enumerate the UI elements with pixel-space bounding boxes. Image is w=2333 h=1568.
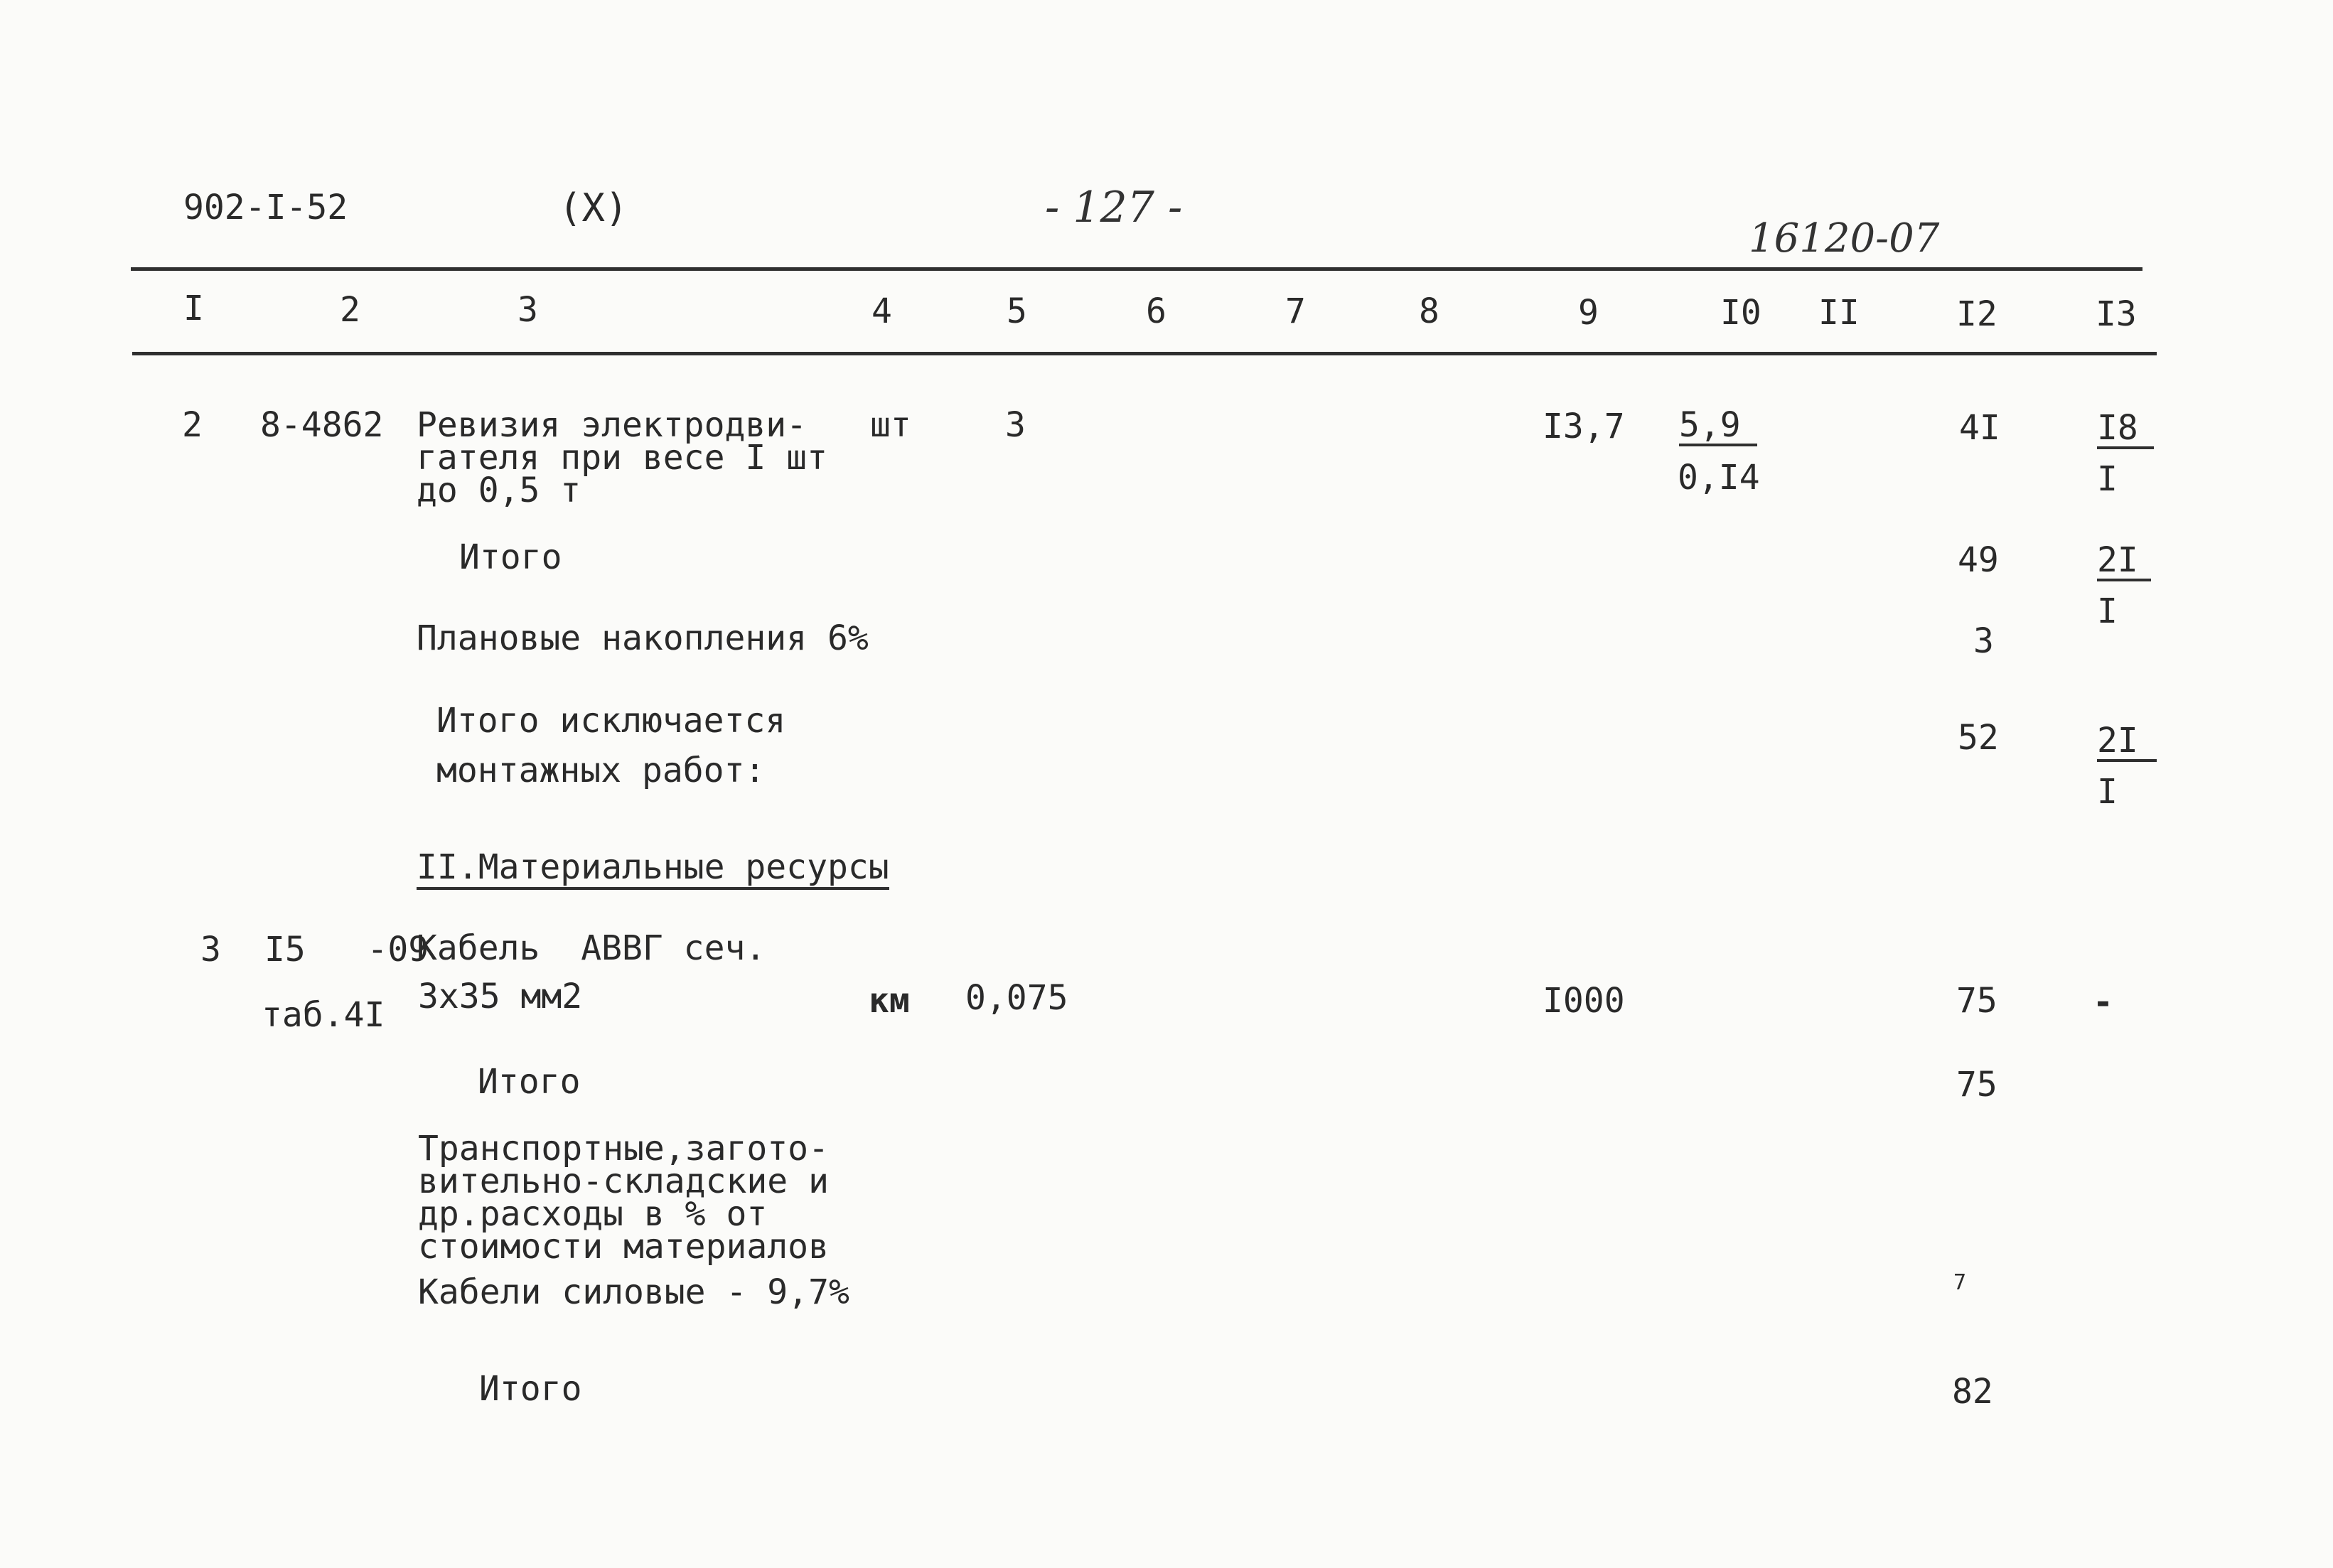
transport-label-line-4: стоимости материалов [418,1227,829,1267]
description-line-3: до 0,5 т [417,471,581,510]
volume-number: (X) [559,186,628,230]
unit-cost: I000 [1543,981,1625,1021]
excluded-total-label-line-1: Итого исключается [436,701,786,741]
transport-label-line-1: Транспортные,загото- [418,1129,829,1169]
planned-savings-label: Плановые накопления 6% [417,618,869,658]
column-header-5: 5 [1007,291,1027,331]
wage-total-denominator: I [2097,459,2118,499]
column-header-13: I3 [2096,294,2137,334]
quantity: 0,075 [965,978,1068,1018]
description-line-2: 3x35 мм2 [418,977,583,1016]
total-cost: 4I [1959,408,2000,448]
column-header-12: I2 [1956,294,1997,334]
document-code: 902-I-52 [183,188,348,227]
column-header-3: 3 [517,290,538,330]
column-header-8: 8 [1419,291,1439,331]
price-code-line-2: таб.4I [262,995,385,1035]
unit-cost: I3,7 [1543,407,1625,446]
power-cables-label: Кабели силовые - 9,7% [418,1272,849,1312]
section-heading-materials: II.Материальные ресурсы [417,850,889,890]
price-code: 8-4862 [260,405,384,445]
subtotal-wage-denominator: I [2097,591,2118,631]
materials-subtotal-label: Итого [478,1062,581,1102]
page-number: - 127 - [1045,183,1183,232]
table-top-rule [131,267,2142,271]
total-cost: 75 [1956,981,1997,1021]
power-cables-value: 7 [1953,1270,1967,1295]
excluded-wage-denominator: I [2097,772,2118,812]
column-header-4: 4 [871,291,892,331]
final-total-value: 82 [1952,1372,1993,1412]
column-header-1: I [183,289,204,328]
description-line-2: гателя при весе I шт [417,438,827,478]
wage-total-numerator: I8 [2097,411,2154,449]
row-number: 3 [200,930,221,970]
price-code-line-1: I5 -09 [264,930,429,970]
column-header-2: 2 [340,290,360,330]
wage-numerator: 5,9 [1679,408,1757,446]
subtotal-wage-numerator: 2I [2097,543,2151,581]
unit: км [869,981,910,1021]
excluded-total-label-line-2: монтажных работ: [436,751,766,790]
column-header-10: I0 [1720,293,1761,333]
wage-total: - [2093,982,2113,1022]
subtotal-label: Итого [459,537,562,577]
table-header-rule [132,352,2157,355]
transport-label-line-2: вительно-складские и [418,1161,829,1201]
column-header-7: 7 [1285,291,1306,331]
quantity: 3 [1005,405,1026,445]
wage-denominator: 0,I4 [1678,458,1760,498]
final-total-label: Итого [479,1369,582,1409]
unit: шт [870,405,911,445]
row-number: 2 [182,405,203,445]
column-header-9: 9 [1578,293,1599,333]
planned-savings-value: 3 [1973,621,1994,661]
column-header-11: II [1818,293,1860,333]
materials-subtotal-value: 75 [1956,1065,1997,1105]
subtotal-value: 49 [1958,540,1999,580]
description-line-1: Ревизия электродви- [417,405,808,445]
description-line-1: Кабель АВВГ сеч. [417,928,766,968]
handwritten-reference: 16120-07 [1749,215,1940,262]
transport-label-line-3: др.расходы в % от [418,1194,768,1234]
excluded-total-value: 52 [1958,718,1999,758]
column-header-6: 6 [1146,291,1166,331]
excluded-wage-numerator: 2I [2097,724,2157,762]
